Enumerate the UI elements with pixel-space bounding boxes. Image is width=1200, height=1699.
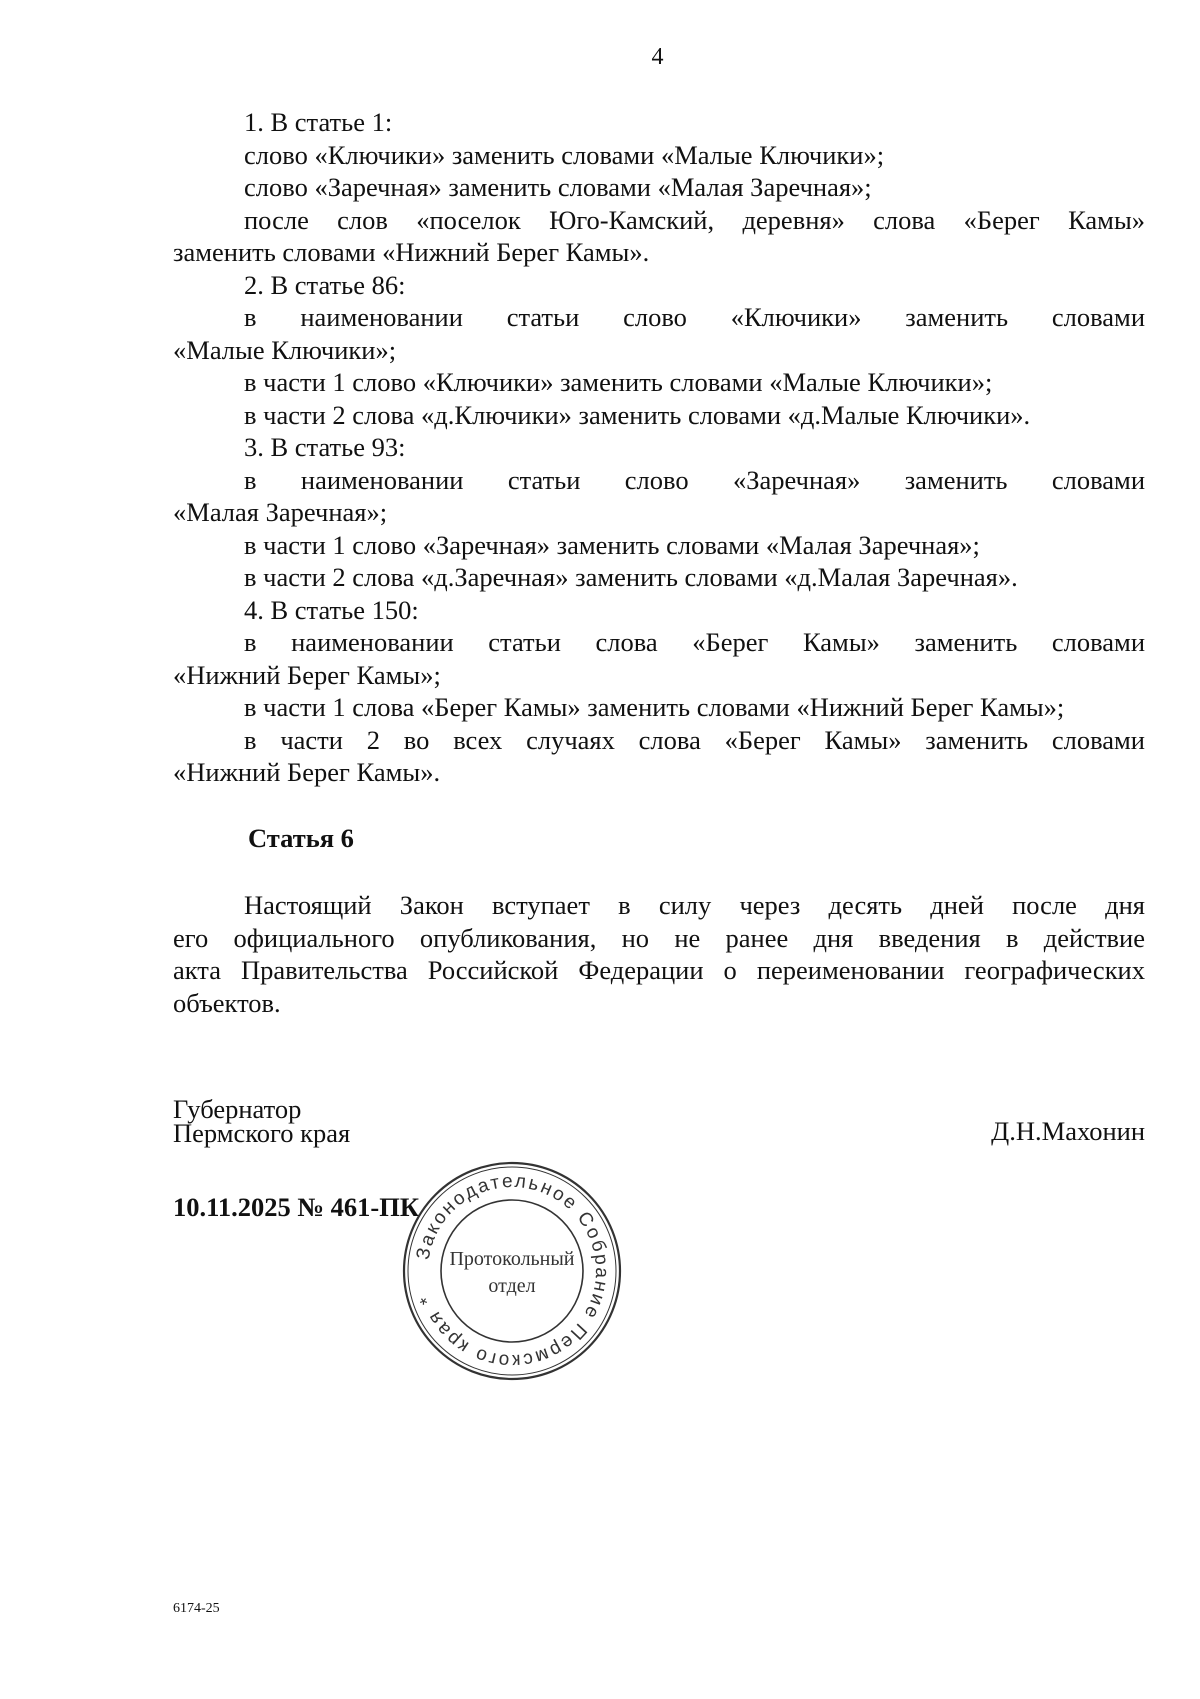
- stamp-inner-ring: [441, 1200, 583, 1342]
- law-date-number: 10.11.2025 № 461-ПК: [173, 1192, 420, 1222]
- signatory-title-line: Губернатор: [173, 1094, 302, 1124]
- amendment-line: «Нижний Берег Камы».: [173, 757, 441, 787]
- signatory-title-line: Пермского края: [173, 1118, 351, 1148]
- amendment-line: 2. В статье 86:: [244, 269, 406, 300]
- amendment-line: в части 1 слово «Ключики» заменить словами «Малые Ключики»;: [244, 367, 993, 397]
- amendment-line: «Нижний Берег Камы»;: [173, 659, 441, 690]
- amendment-line: в наименовании статьи слова «Берег Камы» заменить словами: [244, 627, 1145, 657]
- amendment-line: в наименовании статьи слово «Заречная» заменить словами: [244, 464, 1145, 495]
- amendment-line: в части 2 слова «д.Заречная» заменить словами «д.Малая Заречная».: [244, 562, 1018, 592]
- article-heading: Статья 6: [248, 823, 354, 853]
- page-number: 4: [651, 44, 664, 70]
- signatory-title: [173, 1094, 351, 1148]
- amendment-line: в части 2 слова «д.Ключики» заменить словами «д.Малые Ключики».: [244, 399, 1031, 430]
- signatory-name: Д.Н.Махонин: [991, 1116, 1145, 1146]
- stamp-outer-ring: [404, 1163, 620, 1379]
- stamp-inner-line2: отдел: [488, 1275, 536, 1297]
- official-stamp: [399, 1158, 625, 1384]
- amendment-line: в части 2 во всех случаях слова «Берег Камы» заменить словами: [244, 724, 1145, 755]
- amendment-line: 4. В статье 150:: [244, 594, 419, 625]
- stamp-inner-line1: Протокольный: [449, 1248, 575, 1270]
- paragraph-line: объектов.: [173, 987, 281, 1018]
- amendments-body: [173, 106, 1145, 789]
- amendment-line: в части 1 слова «Берег Камы» заменить словами «Нижний Берег Камы»;: [244, 692, 1065, 722]
- amendment-line: после слов «поселок Юго-Камский, деревня» слова «Берег Камы»: [244, 204, 1145, 235]
- amendment-line: 1. В статье 1:: [244, 107, 393, 137]
- amendment-line: 3. В статье 93:: [244, 432, 406, 462]
- document-code: 6174-25: [173, 1601, 220, 1616]
- amendment-line: заменить словами «Нижний Берег Камы».: [173, 237, 650, 267]
- amendment-line: в наименовании статьи слово «Ключики» заменить словами: [244, 302, 1145, 332]
- amendment-line: «Малые Ключики»;: [173, 334, 397, 365]
- paragraph-line: Настоящий Закон вступает в силу через десять дней после дня: [244, 890, 1145, 920]
- paragraph-line: его официального опубликования, но не ранее дня введения в действие: [173, 922, 1145, 953]
- amendment-line: в части 1 слово «Заречная» заменить словами «Малая Заречная»;: [244, 529, 980, 560]
- stamp-outer-ring-2: [408, 1167, 616, 1375]
- stamp-outer-text: Законодательное Собрание Пермского края *: [412, 1170, 613, 1372]
- amendment-line: слово «Заречная» заменить словами «Малая Заречная»;: [244, 172, 872, 202]
- amendment-line: слово «Ключики» заменить словами «Малые Ключики»;: [244, 139, 885, 170]
- amendment-line: «Малая Заречная»;: [173, 497, 388, 527]
- article-6-paragraph: [173, 889, 1145, 1019]
- paragraph-line: акта Правительства Российской Федерации о переименовании географических: [173, 955, 1145, 985]
